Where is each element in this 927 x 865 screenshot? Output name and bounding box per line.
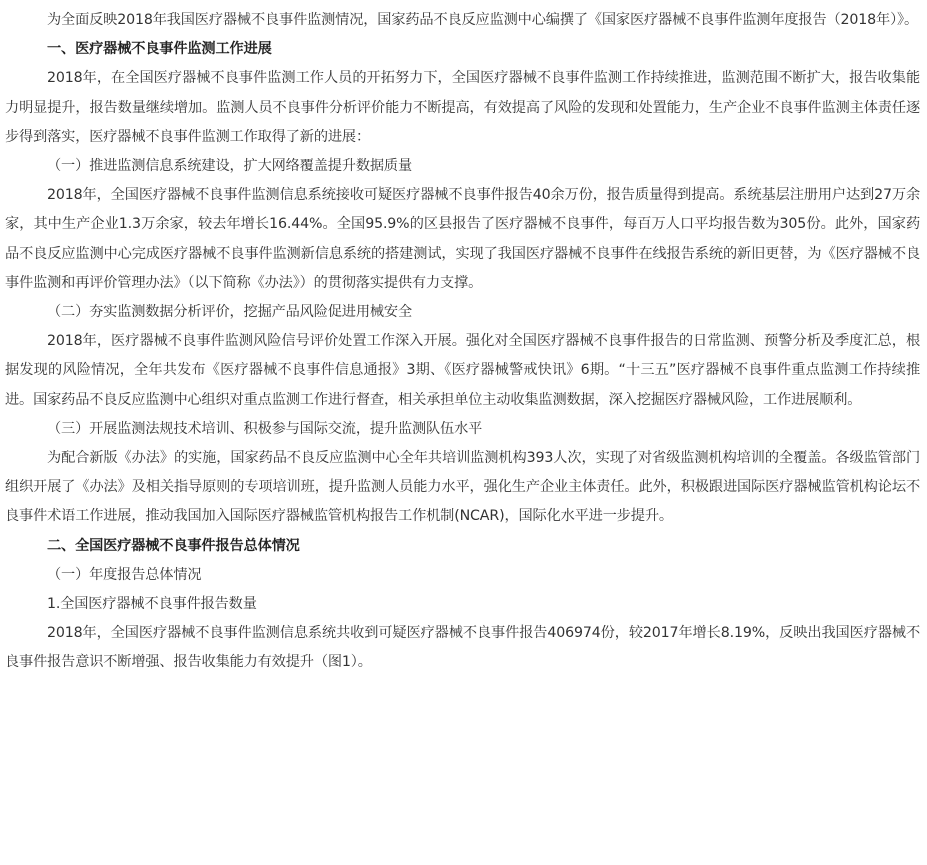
body-paragraph-3: 2018年，医疗器械不良事件监测风险信号评价处置工作深入开展。强化对全国医疗器械不良事件报告的日常监测、预警分析及季度汇总，根据发现的风险情况，全年共发布《医疗器械不良事件信息通报》3期、《医疗器械警戒快讯》6期。“十三五”医疗器械不良事件重点监测工作持续推进。国家药品不良反应监测中心组织对重点监测工作进行督查，相关承担单位主动收集监测数据，深入挖掘医疗器械风险，工作进展顺利。 <box>5 333 920 408</box>
section-heading-2: 二、全国医疗器械不良事件报告总体情况 <box>47 537 300 554</box>
subheading-1: （一）推进监测信息系统建设，扩大网络覆盖提升数据质量 <box>47 158 412 175</box>
subheading-5: 1.全国医疗器械不良事件报告数量 <box>47 596 257 613</box>
body-paragraph-4: 为配合新版《办法》的实施，国家药品不良反应监测中心全年共培训监测机构393人次，实现了对省级监测机构培训的全覆盖。各级监管部门组织开展了《办法》及相关指导原则的专项培训班，提升监测人员能力水平，强化生产企业主体责任。此外，积极跟进国际医疗器械监管机构论坛不良事件术语工作进展，推动我国加入国际医疗器械监管机构报告工作机制(NCAR)，国际化水平进一步提升。 <box>5 450 920 525</box>
subheading-3: （三）开展监测法规技术培训、积极参与国际交流，提升监测队伍水平 <box>47 420 483 437</box>
subheading-4: （一）年度报告总体情况 <box>47 566 202 583</box>
body-paragraph-2: 2018年，全国医疗器械不良事件监测信息系统接收可疑医疗器械不良事件报告40余万份，报告质量得到提高。系统基层注册用户达到27万余家，其中生产企业1.3万余家，较去年增长16.44%。全国95.9%的区县报告了医疗器械不良事件，每百万人口平均报告数为305份。此外，国家药品不良反应监测中心完成医疗器械不良事件监测新信息系统的搭建测试，实现了我国医疗器械不良事件在线报告系统的新旧更替，为《医疗器械不良事件监测和再评价管理办法》（以下简称《办法》）的贯彻落实提供有力支撑。 <box>5 187 920 291</box>
intro-paragraph: 为全面反映2018年我国医疗器械不良事件监测情况，国家药品不良反应监测中心编撰了《国家医疗器械不良事件监测年度报告（2018年）》。 <box>47 12 918 28</box>
document-body <box>5 6 920 678</box>
body-paragraph-1: 2018年，在全国医疗器械不良事件监测工作人员的开拓努力下，全国医疗器械不良事件监测工作持续推进，监测范围不断扩大，报告收集能力明显提升，报告数量继续增加。监测人员不良事件分析评价能力不断提高，有效提高了风险的发现和处置能力，生产企业不良事件监测主体责任逐步得到落实，医疗器械不良事件监测工作取得了新的进展： <box>5 70 920 145</box>
section-heading-1: 一、医疗器械不良事件监测工作进展 <box>47 41 272 58</box>
subheading-2: （二）夯实监测数据分析评价，挖掘产品风险促进用械安全 <box>47 304 412 321</box>
body-paragraph-5: 2018年，全国医疗器械不良事件监测信息系统共收到可疑医疗器械不良事件报告406974份，较2017年增长8.19%，反映出我国医疗器械不良事件报告意识不断增强、报告收集能力有效提升（图1）。 <box>5 625 920 671</box>
